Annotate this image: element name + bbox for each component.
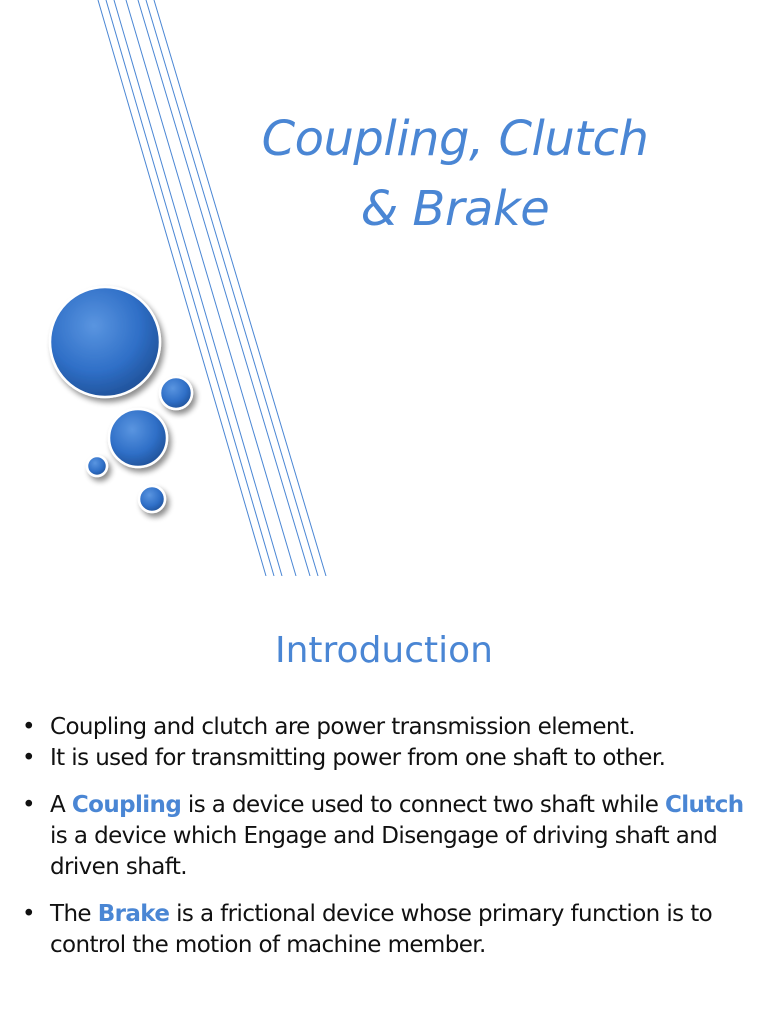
keyword-coupling: Coupling: [71, 792, 182, 818]
decorative-circles: [50, 287, 192, 512]
small-circle-bottom: [139, 486, 165, 512]
bullet-text-mid: is a device used to connect two shaft while: [181, 792, 665, 818]
bullet-item: [20, 712, 748, 743]
keyword-clutch: Clutch: [664, 792, 744, 818]
bullet-text-pre: The: [50, 901, 98, 927]
small-circle-right: [160, 377, 192, 409]
small-circle-left: [87, 456, 107, 476]
keyword-brake: Brake: [97, 901, 170, 927]
bullet-list: [20, 712, 748, 961]
large-circle: [50, 287, 160, 397]
bullet-text-post: is a frictional device whose primary function is to control the motion of machine member.: [50, 901, 713, 958]
introduction-slide: [0, 576, 768, 1024]
diagonal-lines: [98, 0, 326, 576]
title-line-1: Coupling, Clutch: [261, 111, 649, 167]
bullet-item: [20, 743, 748, 774]
medium-circle: [109, 409, 167, 467]
title-line-2: & Brake: [360, 181, 550, 237]
slide-title: [230, 104, 680, 244]
bullet-text-pre: A: [50, 792, 72, 818]
bullet-item-coupling-definition: [20, 790, 748, 883]
slide-heading: Introduction: [274, 630, 493, 671]
bullet-text-post: is a device which Engage and Disengage of driving shaft and driven shaft.: [50, 823, 718, 880]
bullet-text: It is used for transmitting power from one shaft to other.: [50, 745, 666, 771]
bullet-text: Coupling and clutch are power transmission element.: [50, 714, 636, 740]
bullet-item-brake-definition: [20, 899, 748, 961]
